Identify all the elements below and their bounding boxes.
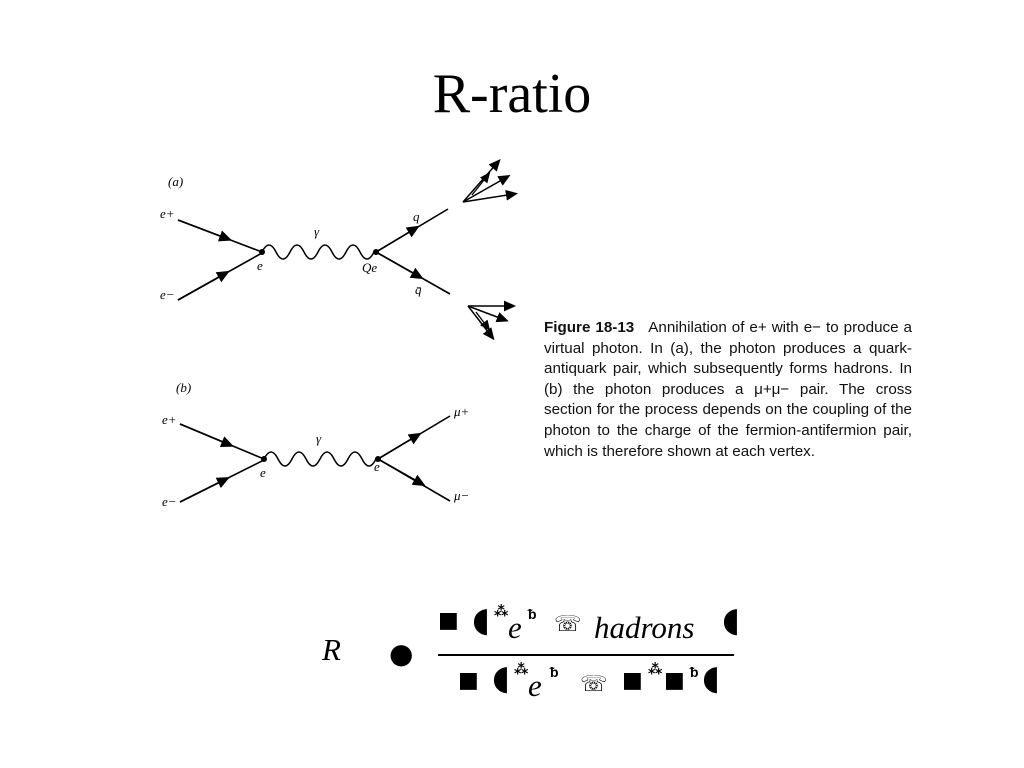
diagram-a-antiquark-label: q̄ <box>415 282 422 297</box>
diagram-b <box>162 380 469 509</box>
diagram-a-lower-jet <box>468 306 512 337</box>
numerator-glyph-mark: ⁂ <box>494 604 509 620</box>
diagram-a-electron-label: e− <box>160 287 175 302</box>
numerator-glyph-masks: ☏ <box>554 612 582 637</box>
numerator-e: e <box>508 610 522 645</box>
diagram-a-antiquark-arrow <box>376 252 420 277</box>
diagram-a-photon-label: γ <box>314 224 320 239</box>
denominator-glyph-mark-2: ⁂ <box>648 662 663 678</box>
diagram-a-left-vertex <box>259 249 265 255</box>
diagram-a-positron-arrow <box>178 220 228 239</box>
numerator-glyph-close: ◖ <box>722 600 740 640</box>
denominator-glyph-box-3: ■ <box>664 668 685 693</box>
diagram-a <box>160 162 514 337</box>
denominator-glyph-box: ■ <box>458 668 479 693</box>
diagram-b-muon-minus-arrow <box>378 459 422 484</box>
caption-text: Annihilation of e+ with e− to produce a virtual photon. In (a), the photon produces a quark-antiquark pair, which subsequently forms hadrons. In (b) the photon produces a μ+μ− pair. The cross section for the process depends on the coupling of the photon to the charge of the fermion-antifermion pair, which is therefore shown at each vertex. <box>544 319 912 460</box>
formula-equals-glyph: ● <box>389 637 414 670</box>
page-title: R-ratio <box>432 63 592 125</box>
diagram-a-photon-line <box>262 245 374 259</box>
diagram-b-electron-label: e− <box>162 494 177 509</box>
diagram-a-quark-label: q <box>413 209 420 224</box>
denominator-glyph-box-2: ■ <box>622 668 643 693</box>
diagram-a-electron-arrow <box>178 273 226 300</box>
diagram-b-right-vertex-label: e <box>374 459 380 474</box>
caption-label: Figure 18-13 <box>544 319 635 336</box>
diagram-b-photon-label: γ <box>316 431 322 446</box>
figure-caption <box>544 318 912 462</box>
diagram-a-right-vertex-label: Qe <box>362 260 378 275</box>
numerator-glyph-box: ■ <box>438 608 459 633</box>
diagram-a-quark-arrow <box>376 228 416 252</box>
diagram-a-panel-label: (a) <box>168 174 184 189</box>
diagram-b-positron-label: e+ <box>162 412 177 427</box>
diagram-a-upper-jet <box>463 162 514 202</box>
diagram-b-left-vertex <box>261 456 267 462</box>
formula-lhs: R <box>322 632 341 667</box>
formula-denominator <box>454 658 734 708</box>
denominator-e: e <box>528 668 542 703</box>
diagram-b-left-vertex-label: e <box>260 465 266 480</box>
diagram-b-positron-arrow <box>180 424 230 445</box>
diagram-b-photon-line <box>264 452 376 466</box>
diagram-b-electron-arrow <box>180 479 226 502</box>
diagram-a-positron-label: e+ <box>160 206 175 221</box>
numerator-hadrons: hadrons <box>594 610 695 645</box>
diagram-a-left-vertex-label: e <box>257 258 263 273</box>
denominator-glyph-ribbon-2: ᵬ <box>690 665 699 681</box>
denominator-glyph-blob: ◖ <box>492 658 510 698</box>
denominator-glyph-masks: ☏ <box>580 672 608 697</box>
diagram-b-panel-label: (b) <box>176 380 192 395</box>
formula-numerator <box>434 600 740 650</box>
diagram-b-muon-minus-label: μ− <box>454 488 470 503</box>
denominator-glyph-mark: ⁂ <box>514 662 529 678</box>
denominator-glyph-close: ◖ <box>702 658 720 698</box>
diagram-b-muon-plus-label: μ+ <box>454 404 470 419</box>
fraction-bar <box>438 654 734 656</box>
numerator-glyph-blob: ◖ <box>472 600 490 640</box>
diagram-b-muon-plus-arrow <box>378 435 418 459</box>
denominator-glyph-ribbon: ᵬ <box>550 665 559 681</box>
numerator-glyph-ribbon: ᵬ <box>528 607 537 623</box>
